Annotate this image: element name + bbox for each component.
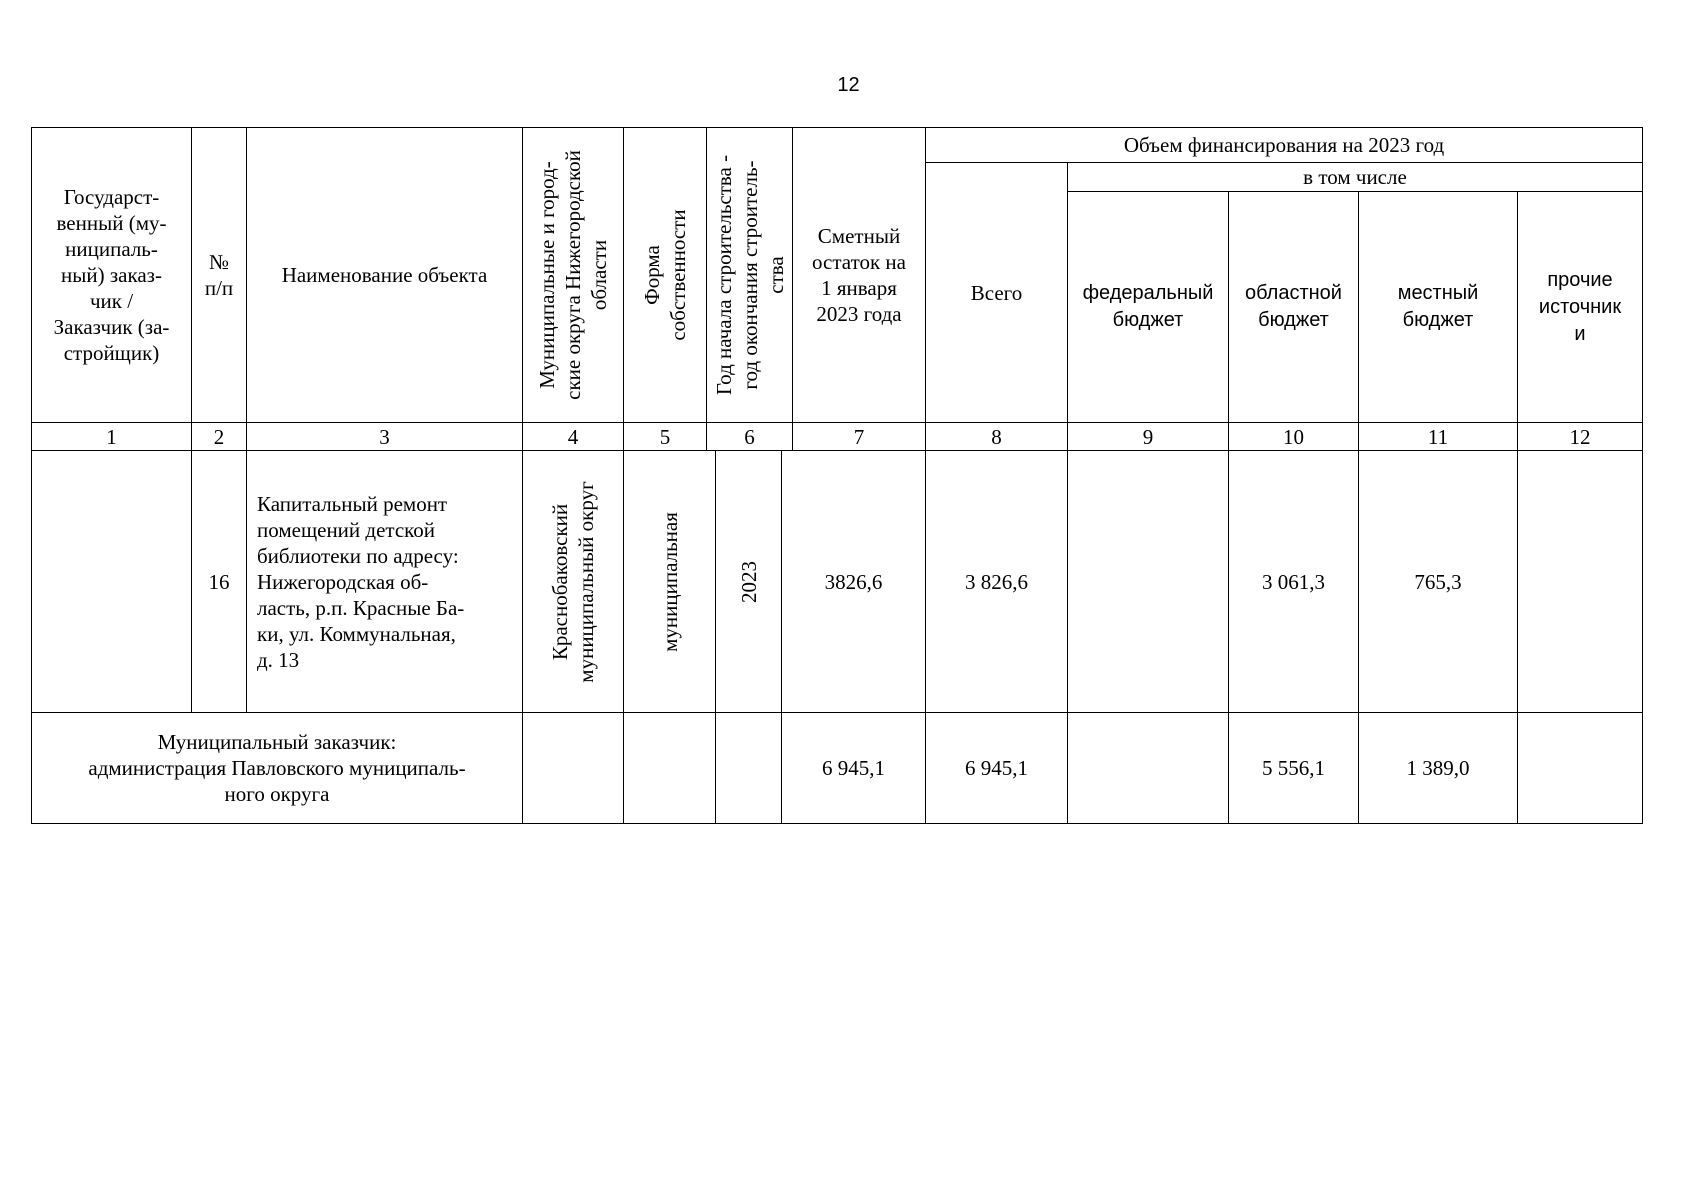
- row-other: [1517, 450, 1643, 713]
- header-ownership: [623, 127, 707, 423]
- summary-district: [522, 712, 624, 824]
- column-number-7: 7: [792, 422, 926, 451]
- column-number-5: 5: [623, 422, 707, 451]
- header-including: в том числе: [1067, 162, 1643, 192]
- header-years-text: Год начала строительства - год окончания строитель- ства: [711, 154, 788, 396]
- header-customer: Государст- венный (му- ниципаль- ный) заказ- чик / Заказчик (за- стройщик): [31, 127, 192, 423]
- header-object-name: Наименование объекта: [246, 127, 523, 423]
- summary-total: 6 945,1: [925, 712, 1068, 824]
- header-balance: Сметный остаток на 1 января 2023 года: [792, 127, 926, 423]
- column-number-9: 9: [1067, 422, 1229, 451]
- summary-other: [1517, 712, 1643, 824]
- column-number-3: 3: [246, 422, 523, 451]
- header-total: Всего: [925, 162, 1068, 423]
- header-federal: федеральный бюджет: [1067, 191, 1229, 423]
- financing-table: [31, 127, 1643, 824]
- row-federal: [1067, 450, 1229, 713]
- row-ownership: [623, 450, 716, 713]
- column-number-12: 12: [1517, 422, 1643, 451]
- column-number-1: 1: [31, 422, 192, 451]
- summary-balance: 6 945,1: [781, 712, 926, 824]
- row-balance: 3826,6: [781, 450, 926, 713]
- column-number-11: 11: [1358, 422, 1518, 451]
- column-number-2: 2: [191, 422, 247, 451]
- column-number-10: 10: [1228, 422, 1359, 451]
- row-district: [522, 450, 624, 713]
- row-number: 16: [191, 450, 247, 713]
- row-years: [715, 450, 782, 713]
- column-number-4: 4: [522, 422, 624, 451]
- row-ownership-text: муниципальная: [657, 511, 682, 652]
- header-years: [706, 127, 793, 423]
- header-other: прочие источник и: [1517, 191, 1643, 423]
- summary-regional: 5 556,1: [1228, 712, 1359, 824]
- column-number-6: 6: [706, 422, 793, 451]
- header-regional: областной бюджет: [1228, 191, 1359, 423]
- row-object-name: Капитальный ремонт помещений детской библиотеки по адресу: Нижегородская об- ласть, р.п. Красные Ба- ки, ул. Коммунальная, д. 13: [246, 450, 523, 713]
- row-district-text: Краснобаковский муниципальный округ: [548, 480, 598, 683]
- row-customer: [31, 450, 192, 713]
- header-number: № п/п: [191, 127, 247, 423]
- row-total: 3 826,6: [925, 450, 1068, 713]
- summary-federal: [1067, 712, 1229, 824]
- header-funding-title: Объем финансирования на 2023 год: [925, 127, 1643, 163]
- page-number: 12: [837, 74, 860, 96]
- summary-years: [715, 712, 782, 824]
- header-district: [522, 127, 624, 423]
- column-number-8: 8: [925, 422, 1068, 451]
- summary-ownership: [623, 712, 716, 824]
- summary-local: 1 389,0: [1358, 712, 1518, 824]
- row-local: 765,3: [1358, 450, 1518, 713]
- header-local: местный бюджет: [1358, 191, 1518, 423]
- header-ownership-text: Форма собственности: [640, 209, 690, 341]
- row-years-text: 2023: [736, 560, 761, 603]
- header-district-text: Муниципальные и город- ские округа Нижегородской области: [535, 150, 611, 400]
- summary-label: Муниципальный заказчик: администрация Павловского муниципаль- ного округа: [31, 712, 523, 824]
- row-regional: 3 061,3: [1228, 450, 1359, 713]
